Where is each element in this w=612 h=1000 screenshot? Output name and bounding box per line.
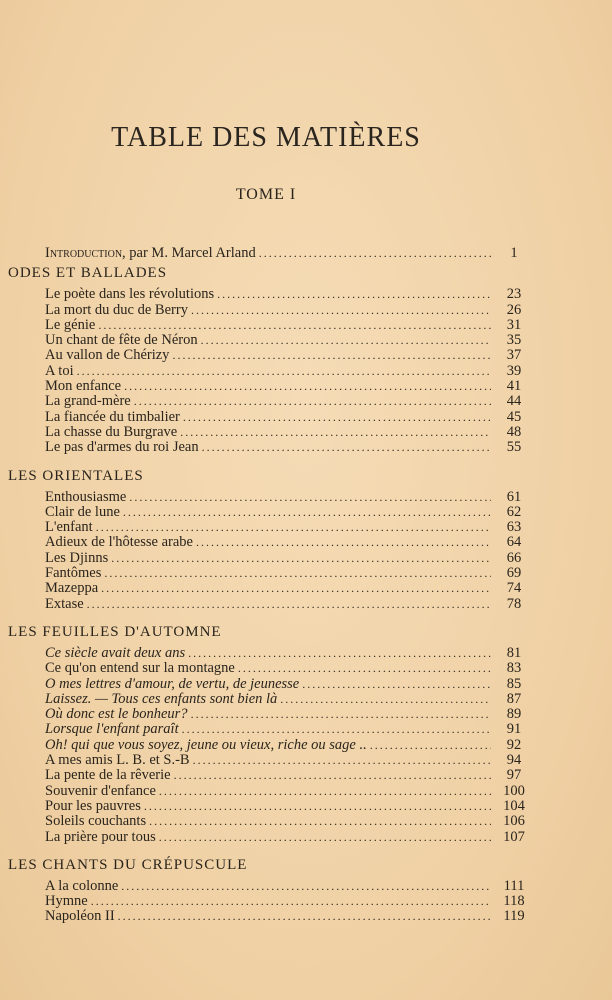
- leader-dots: [183, 410, 491, 425]
- toc-entry-title: La mort du duc de Berry: [45, 301, 188, 318]
- toc-entry-page: 37: [506, 347, 522, 364]
- leader-dots: [118, 909, 491, 924]
- leader-dots: [91, 894, 491, 909]
- toc-entry-title: Adieux de l'hôtesse arabe: [45, 534, 193, 551]
- toc-entry[interactable]: [8, 814, 528, 829]
- toc-entry-page: 1: [510, 245, 518, 261]
- toc-entry[interactable]: [8, 520, 528, 535]
- toc-entry-page: 106: [503, 813, 525, 830]
- toc-entry-page: 85: [506, 675, 522, 692]
- toc-entry-page: 23: [506, 286, 522, 303]
- leader-dots: [202, 440, 491, 455]
- table-of-contents: [8, 246, 528, 925]
- toc-entry[interactable]: [8, 879, 528, 894]
- leader-dots: [87, 597, 491, 612]
- toc-entry[interactable]: [8, 505, 528, 520]
- leader-dots: [191, 303, 491, 318]
- toc-entry[interactable]: [8, 425, 528, 440]
- toc-entry[interactable]: [8, 738, 528, 753]
- section-heading: ODES ET BALLADES: [8, 265, 168, 282]
- section-heading: LES CHANTS DU CRÉPUSCULE: [8, 856, 248, 873]
- toc-entry-page: 107: [503, 828, 525, 845]
- toc-entry[interactable]: [8, 909, 528, 924]
- toc-entry-title: Mon enfance: [45, 378, 122, 395]
- toc-entry-title: Pour les pauvres: [45, 797, 141, 814]
- toc-entry[interactable]: [8, 535, 528, 550]
- toc-entry-page: 39: [506, 362, 522, 379]
- toc-entry-page: 74: [506, 580, 522, 597]
- toc-entry[interactable]: [8, 768, 528, 783]
- page-title: TABLE DES MATIÈRES: [111, 122, 421, 153]
- volume-heading: TOME I: [235, 186, 297, 203]
- toc-entry-title: Le génie: [45, 316, 96, 333]
- leader-dots: [188, 646, 491, 661]
- leader-dots: [121, 879, 491, 894]
- toc-entry-title: La pente de la rêverie: [45, 767, 171, 784]
- toc-entry-title: L'enfant: [45, 519, 93, 536]
- toc-entry[interactable]: [8, 661, 528, 676]
- toc-entry-title: Souvenir d'enfance: [45, 782, 156, 799]
- toc-entry-page: 94: [506, 752, 522, 769]
- toc-entry-page: 48: [506, 423, 522, 440]
- toc-entry[interactable]: [8, 410, 528, 425]
- leader-dots: [280, 692, 491, 707]
- toc-entry[interactable]: [8, 799, 528, 814]
- toc-entry-page: 100: [503, 782, 525, 799]
- leader-dots: [144, 799, 491, 814]
- toc-entry-page: 66: [506, 549, 522, 566]
- toc-entry[interactable]: [8, 379, 528, 394]
- toc-entry-title: Les Djinns: [45, 549, 109, 566]
- leader-dots: [302, 677, 491, 692]
- section-gap: [8, 845, 528, 853]
- toc-entry-page: 55: [506, 439, 522, 456]
- toc-entry-title: Mazeppa: [45, 580, 99, 597]
- toc-entry[interactable]: [8, 333, 528, 348]
- leader-dots: [101, 581, 491, 596]
- toc-entry-title: La prière pour tous: [45, 828, 156, 845]
- leader-dots: [201, 333, 491, 348]
- toc-entry[interactable]: [8, 753, 528, 768]
- toc-entry-title: Napoléon II: [45, 908, 115, 925]
- toc-entry-page: 91: [506, 721, 522, 738]
- leader-dots: [259, 246, 491, 261]
- toc-entry-introduction[interactable]: [8, 246, 528, 261]
- toc-entry-page: 87: [506, 690, 522, 707]
- toc-entry-page: 31: [506, 316, 522, 333]
- toc-entry[interactable]: [8, 692, 528, 707]
- leader-dots: [238, 661, 491, 676]
- toc-entry-title: Au vallon de Chérizy: [45, 347, 170, 364]
- toc-entry-title: O mes lettres d'amour, de vertu, de jeunesse: [45, 675, 300, 692]
- toc-entry-page: 35: [506, 332, 522, 349]
- leader-dots: [111, 551, 491, 566]
- toc-entry-title: La chasse du Burgrave: [45, 423, 178, 440]
- toc-entry[interactable]: [8, 318, 528, 333]
- leader-dots: [96, 520, 491, 535]
- toc-entry-title: La fiancée du timbalier: [45, 408, 180, 425]
- toc-entry[interactable]: [8, 784, 528, 799]
- toc-entry-page: 63: [506, 519, 522, 536]
- toc-entry[interactable]: [8, 287, 528, 302]
- toc-entry-title: A la colonne: [45, 877, 119, 894]
- toc-entry-title: Ce qu'on entend sur la montagne: [45, 660, 235, 677]
- toc-entry-title: Oh! qui que vous soyez, jeune ou vieux, riche ou sage ..: [45, 736, 367, 753]
- toc-entry[interactable]: [8, 490, 528, 505]
- toc-entry[interactable]: [8, 830, 528, 845]
- leader-dots: [149, 814, 491, 829]
- toc-entry-title: Le pas d'armes du roi Jean: [45, 439, 199, 456]
- leader-dots: [134, 394, 491, 409]
- leader-dots: [98, 318, 491, 333]
- toc-entry-title: La grand-mère: [45, 393, 131, 410]
- toc-entry-page: 78: [506, 595, 522, 612]
- toc-entry-page: 26: [506, 301, 522, 318]
- toc-entry-title: Soleils couchants: [45, 813, 147, 830]
- section-heading: LES FEUILLES D'AUTOMNE: [8, 623, 222, 640]
- toc-entry-page: 118: [503, 893, 525, 910]
- toc-entry-page: 44: [506, 393, 522, 410]
- toc-entry-title: Laissez. — Tous ces enfants sont bien là: [45, 690, 278, 707]
- toc-entry-title: Introduction, par M. Marcel Arland: [45, 245, 256, 261]
- toc-entry-page: 61: [506, 488, 522, 505]
- toc-entry-page: 83: [506, 660, 522, 677]
- toc-entry-title: Clair de lune: [45, 503, 120, 520]
- toc-entry[interactable]: [8, 677, 528, 692]
- toc-entry[interactable]: [8, 722, 528, 737]
- toc-entry-title: Enthousiasme: [45, 488, 127, 505]
- toc-entry[interactable]: [8, 566, 528, 581]
- toc-entry[interactable]: [8, 303, 528, 318]
- toc-entry[interactable]: [8, 581, 528, 596]
- toc-entry-title: Où donc est le bonheur?: [45, 706, 188, 723]
- leader-dots: [370, 738, 491, 753]
- leader-dots: [159, 784, 491, 799]
- toc-entry-page: 97: [506, 767, 522, 784]
- leader-dots: [124, 379, 491, 394]
- leader-dots: [172, 348, 491, 363]
- toc-entry-title: Hymne: [45, 893, 88, 910]
- leader-dots: [180, 425, 491, 440]
- toc-entry[interactable]: [8, 348, 528, 363]
- toc-entry-title: A toi: [45, 362, 74, 379]
- toc-entry-page: 92: [506, 736, 522, 753]
- toc-entry-page: 89: [506, 706, 522, 723]
- toc-entry[interactable]: [8, 551, 528, 566]
- toc-entry-title: Fantômes: [45, 565, 102, 582]
- toc-entry-title: Un chant de fête de Néron: [45, 332, 198, 349]
- leader-dots: [174, 768, 491, 783]
- toc-entry-title: A mes amis L. B. et S.-B: [45, 752, 190, 769]
- leader-dots: [182, 722, 491, 737]
- leader-dots: [159, 830, 491, 845]
- toc-entry-page: 64: [506, 534, 522, 551]
- leader-dots: [193, 753, 491, 768]
- toc-entry-page: 62: [506, 503, 522, 520]
- toc-entry-title: Lorsque l'enfant paraît: [45, 721, 179, 738]
- toc-entry-page: 41: [506, 378, 522, 395]
- leader-dots: [123, 505, 491, 520]
- toc-entry-page: 45: [506, 408, 522, 425]
- leader-dots: [129, 490, 491, 505]
- toc-entry[interactable]: [8, 364, 528, 379]
- toc-entry-page: 119: [503, 908, 525, 925]
- toc-entry[interactable]: [8, 440, 528, 455]
- leader-dots: [104, 566, 491, 581]
- leader-dots: [191, 707, 491, 722]
- toc-entry-title: Ce siècle avait deux ans: [45, 644, 186, 661]
- toc-entry-page: 111: [503, 877, 525, 894]
- toc-entry[interactable]: [8, 707, 528, 722]
- toc-entry[interactable]: [8, 646, 528, 661]
- toc-entry-page: 69: [506, 565, 522, 582]
- toc-entry[interactable]: [8, 394, 528, 409]
- section-heading: LES ORIENTALES: [8, 467, 144, 484]
- toc-entry-page: 104: [503, 797, 525, 814]
- toc-entry-title: Extase: [45, 595, 84, 612]
- section-gap: [8, 456, 528, 464]
- leader-dots: [217, 287, 491, 302]
- section-gap: [8, 612, 528, 620]
- leader-dots: [196, 535, 491, 550]
- toc-entry-page: 81: [506, 644, 522, 661]
- toc-entry[interactable]: [8, 894, 528, 909]
- toc-entry[interactable]: [8, 597, 528, 612]
- leader-dots: [77, 364, 491, 379]
- toc-entry-title: Le poète dans les révolutions: [45, 286, 215, 303]
